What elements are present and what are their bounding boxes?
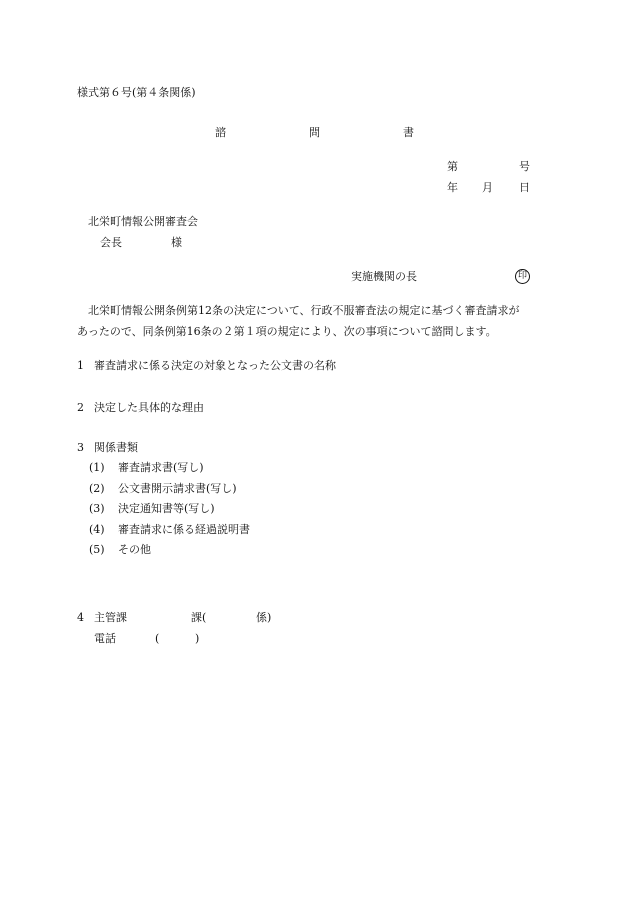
item4-number: 4	[77, 611, 84, 624]
phone-label: 電話	[94, 632, 116, 645]
sub-item-2-text: 公文書開示請求書(写し)	[118, 482, 237, 495]
addressee-sama: 様	[171, 236, 182, 249]
item4-kakari: 係)	[256, 611, 272, 624]
phone-paren-open: (	[155, 632, 160, 645]
phone-paren-close: )	[195, 632, 200, 645]
sub-item-3-number: (3)	[89, 502, 105, 515]
body-line-1: 北栄町情報公開条例第12条の決定について、行政不服審査法の規定に基づく審査請求が	[88, 304, 520, 317]
addressee-org: 北栄町情報公開審査会	[88, 215, 198, 228]
number-go: 号	[519, 160, 530, 173]
sub-item-1-number: (1)	[89, 461, 105, 474]
item2-text: 決定した具体的な理由	[94, 401, 204, 414]
title-char-1: 諮	[215, 126, 226, 139]
date-day: 日	[519, 181, 530, 194]
sub-item-3-text: 決定通知書等(写し)	[118, 502, 215, 515]
addressee-chair: 会長	[100, 236, 122, 249]
sub-item-5-number: (5)	[89, 543, 105, 556]
date-month: 月	[482, 181, 493, 194]
sender-title: 実施機関の長	[351, 270, 417, 283]
title-char-2: 問	[309, 126, 320, 139]
item4-ka: 課(	[191, 611, 207, 624]
sub-item-5-text: その他	[118, 543, 151, 556]
item4-text: 主管課	[94, 611, 127, 624]
sub-item-4-number: (4)	[89, 523, 105, 536]
item3-text: 関係書類	[94, 441, 138, 454]
sub-item-2-number: (2)	[89, 482, 105, 495]
date-year: 年	[447, 181, 458, 194]
form-label: 様式第６号(第４条関係)	[77, 86, 196, 99]
body-line-2: あったので、同条例第16条の２第１項の規定により、次の事項について諮問します。	[77, 325, 497, 338]
item1-text: 審査請求に係る決定の対象となった公文書の名称	[94, 359, 336, 372]
seal-mark: 印	[515, 269, 530, 284]
sub-item-1-text: 審査請求書(写し)	[118, 461, 204, 474]
item2-number: 2	[77, 401, 84, 414]
item3-number: 3	[77, 441, 84, 454]
item1-number: 1	[77, 359, 84, 372]
title-char-3: 書	[403, 126, 414, 139]
number-dai: 第	[447, 160, 458, 173]
sub-item-4-text: 審査請求に係る経過説明書	[118, 523, 250, 536]
